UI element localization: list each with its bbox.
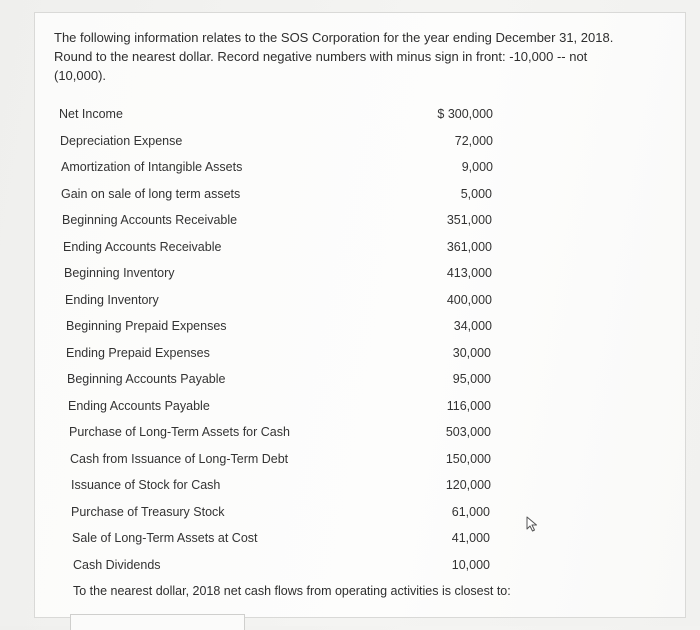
item-value: 150,000: [445, 452, 491, 466]
table-row: [63, 237, 523, 257]
item-value: 61,000: [451, 505, 490, 519]
item-label: Ending Accounts Receivable: [63, 240, 222, 254]
item-value: 361,000: [446, 240, 492, 254]
table-row: [61, 184, 521, 204]
table-row: [59, 104, 519, 124]
item-value: 10,000: [451, 558, 490, 572]
item-value: 30,000: [452, 346, 491, 360]
item-value: 41,000: [451, 531, 490, 545]
table-row: [70, 449, 530, 469]
item-label: Ending Prepaid Expenses: [66, 346, 210, 360]
table-row: [73, 555, 533, 575]
item-value: 95,000: [452, 372, 491, 386]
item-value: 116,000: [446, 399, 491, 413]
table-row: [71, 475, 531, 495]
intro-line-2: Round to the nearest dollar. Record negative numbers with minus sign in front: -10,000 -- not: [54, 49, 588, 64]
item-label: Depreciation Expense: [60, 134, 183, 148]
item-label: Amortization of Intangible Assets: [61, 160, 243, 174]
table-row: [64, 263, 524, 283]
intro-line-1: The following information relates to the SOS Corporation for the year ending December 31, 2018.: [54, 30, 614, 45]
item-label: Cash from Issuance of Long-Term Debt: [70, 452, 289, 466]
item-label: Issuance of Stock for Cash: [71, 478, 221, 492]
item-value: 413,000: [446, 266, 492, 280]
item-value: 5,000: [460, 187, 492, 201]
mouse-pointer-icon: [525, 516, 539, 532]
item-value: $ 300,000: [437, 107, 493, 121]
item-label: Beginning Prepaid Expenses: [66, 319, 227, 333]
table-row: [66, 316, 526, 336]
item-label: Beginning Accounts Payable: [67, 372, 226, 386]
item-value: 400,000: [446, 293, 492, 307]
item-label: Purchase of Treasury Stock: [71, 505, 225, 519]
table-row: [61, 157, 521, 177]
item-label: Gain on sale of long term assets: [61, 187, 241, 201]
item-label: Sale of Long-Term Assets at Cost: [72, 531, 258, 545]
table-row: [71, 502, 531, 522]
table-row: [66, 343, 526, 363]
table-row: [69, 422, 529, 442]
item-label: Beginning Inventory: [64, 266, 175, 280]
item-label: Cash Dividends: [73, 558, 161, 572]
item-value: 34,000: [453, 319, 492, 333]
answer-input[interactable]: [70, 614, 245, 630]
intro-line-3: (10,000).: [54, 68, 107, 83]
item-value: 503,000: [445, 425, 491, 439]
table-row: [60, 131, 520, 151]
item-value: 9,000: [461, 160, 493, 174]
table-row: [62, 210, 522, 230]
problem-intro: [54, 28, 634, 85]
item-label: Ending Accounts Payable: [68, 399, 210, 413]
item-value: 120,000: [445, 478, 491, 492]
table-row: [72, 528, 532, 548]
table-row: [68, 396, 528, 416]
item-label: Ending Inventory: [65, 293, 159, 307]
item-label: Beginning Accounts Receivable: [62, 213, 238, 227]
table-row: [65, 290, 525, 310]
item-label: Purchase of Long-Term Assets for Cash: [69, 425, 290, 439]
table-row: [67, 369, 527, 389]
item-value: 351,000: [446, 213, 492, 227]
item-value: 72,000: [454, 134, 493, 148]
question-prompt: To the nearest dollar, 2018 net cash flows from operating activities is closest to:: [73, 584, 511, 598]
item-label: Net Income: [59, 107, 123, 121]
